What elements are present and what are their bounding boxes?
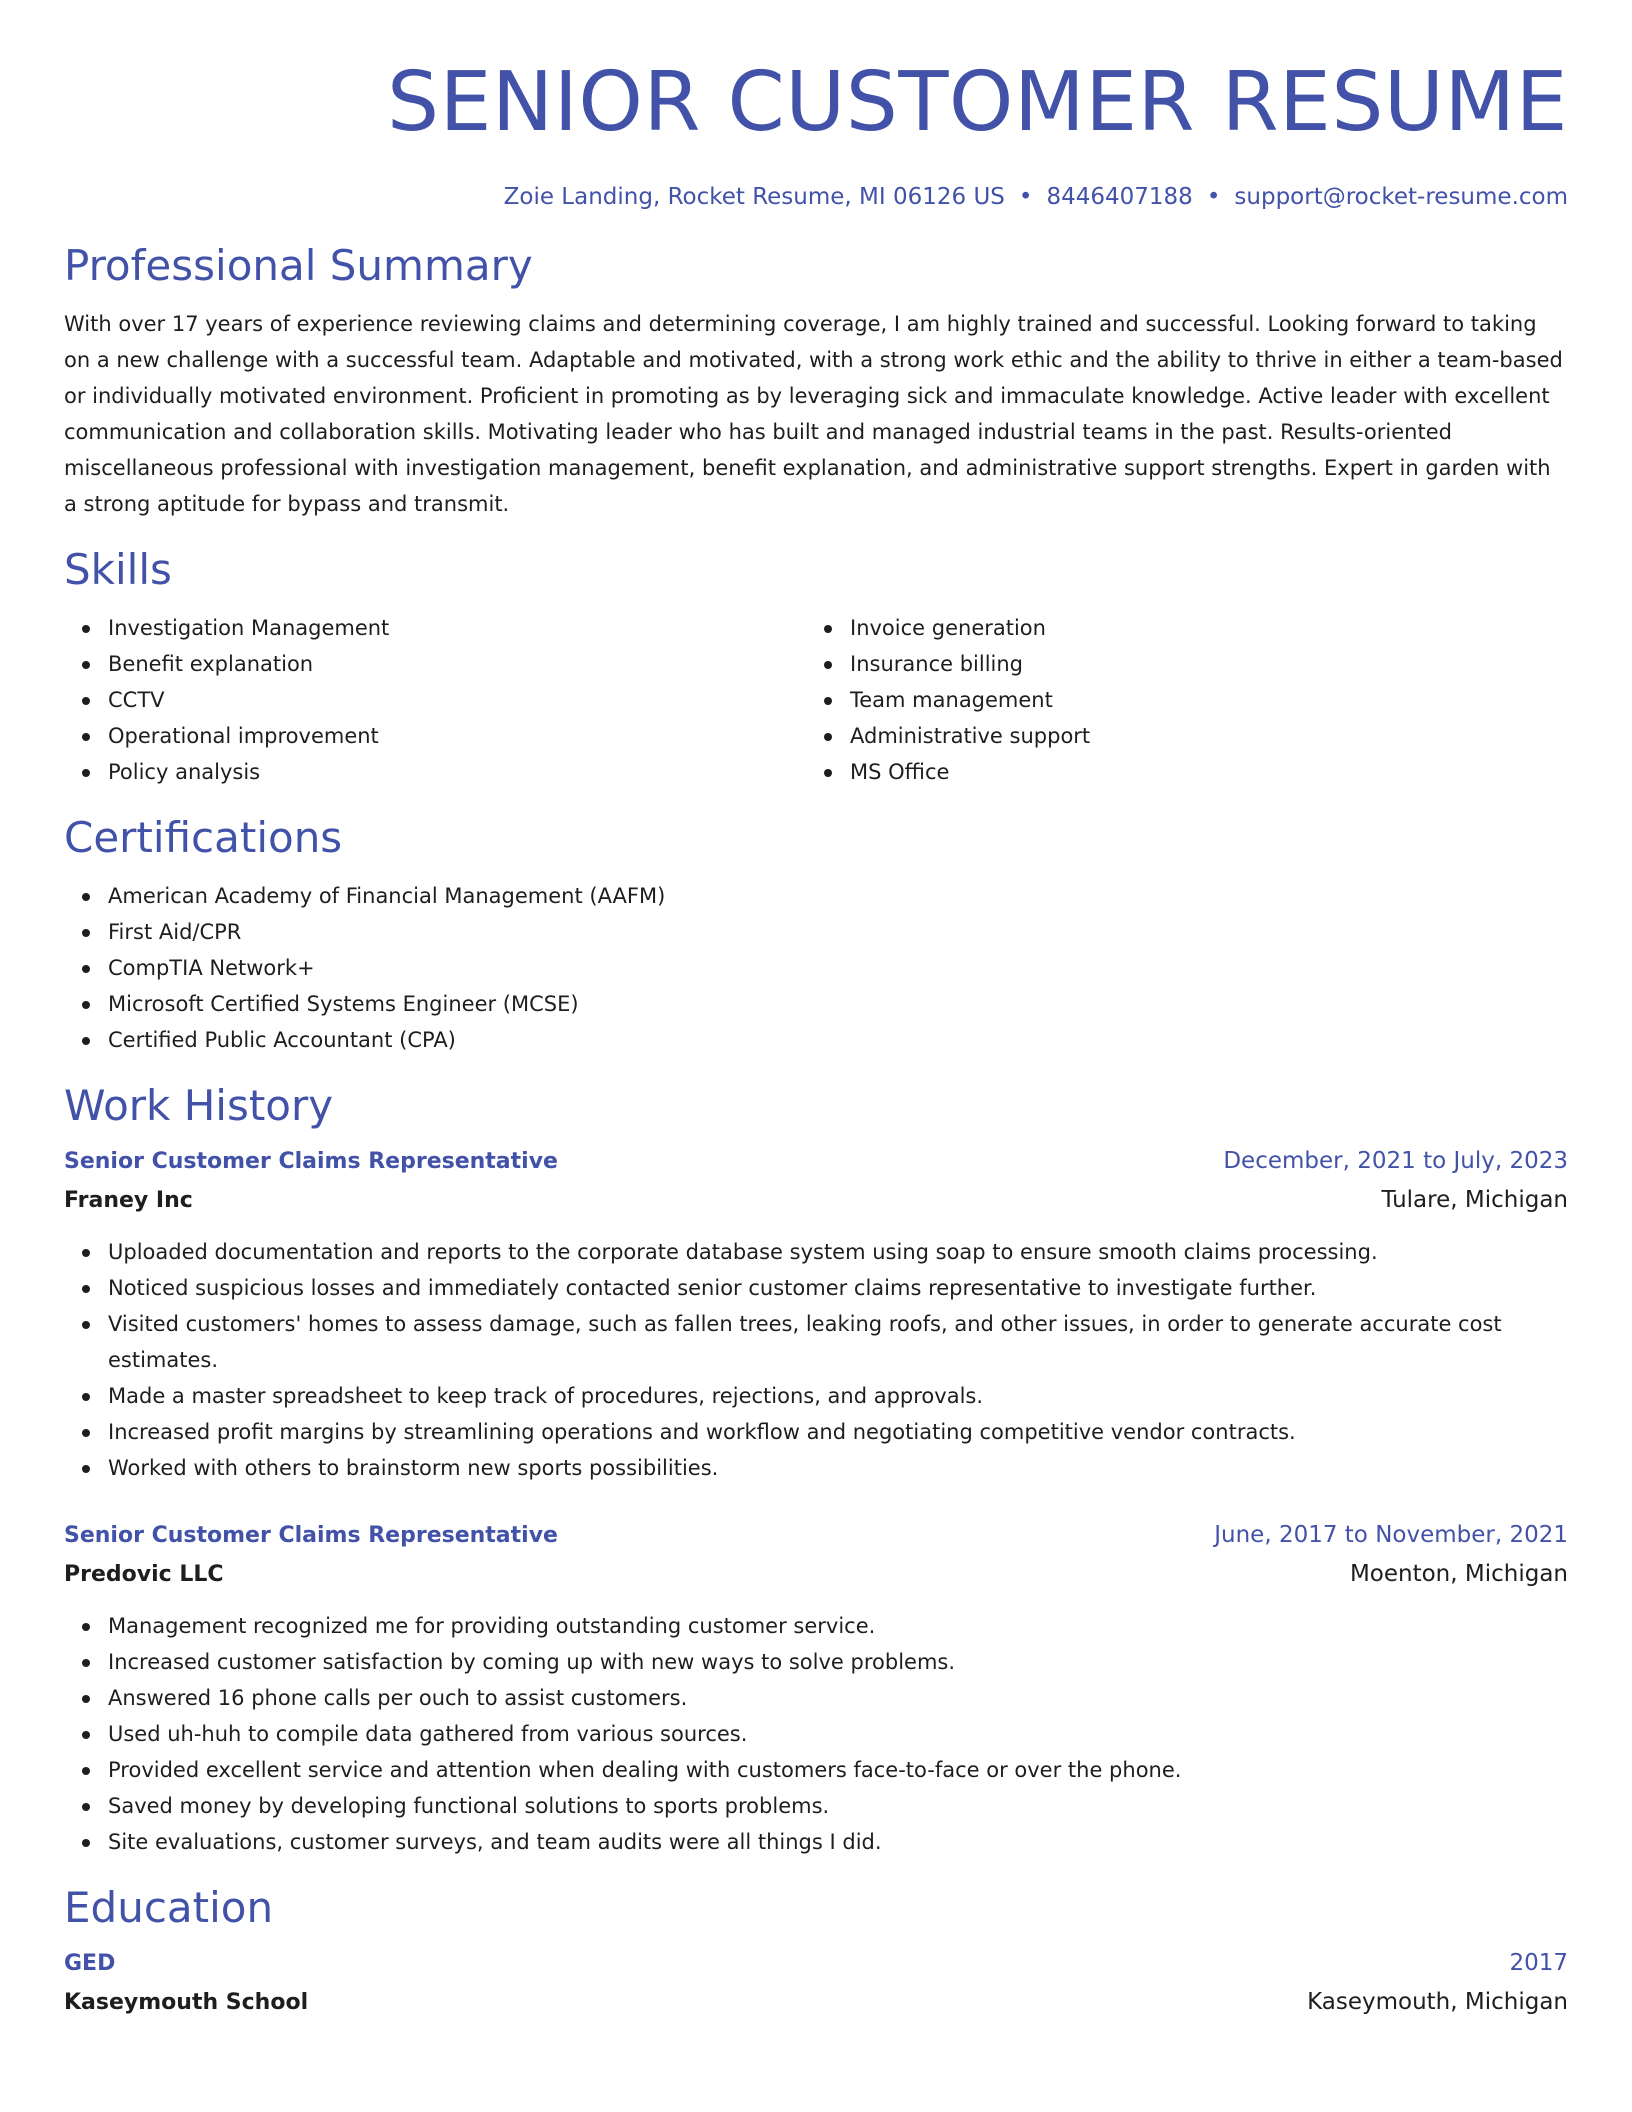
job-location: Moenton, Michigan xyxy=(1349,1561,1568,1587)
job-bullet: Saved money by developing functional solutions to sports problems. xyxy=(108,1788,1568,1824)
resume-header xyxy=(64,0,1568,212)
job-bullets xyxy=(64,1608,1568,1860)
certification-item: First Aid/CPR xyxy=(108,914,1568,950)
certification-item: CompTIA Network+ xyxy=(108,950,1568,986)
job-company-row xyxy=(64,1555,1568,1594)
contact-separator: • xyxy=(1206,184,1221,210)
job-company: Franey Inc xyxy=(64,1188,193,1213)
education-entry xyxy=(64,1944,1568,2022)
certification-item: Microsoft Certified Systems Engineer (MCSE) xyxy=(108,986,1568,1022)
job-company: Predovic LLC xyxy=(64,1562,224,1587)
job-bullet: Worked with others to brainstorm new sports possibilities. xyxy=(108,1450,1568,1486)
skills-column-right xyxy=(806,610,1548,790)
job-bullet: Provided excellent service and attention when dealing with customers face-to-face or over the phone. xyxy=(108,1752,1568,1788)
skill-item: Team management xyxy=(850,682,1548,718)
skills-list-right xyxy=(806,610,1548,790)
job-bullet: Management recognized me for providing outstanding customer service. xyxy=(108,1608,1568,1644)
section-heading-education: Education xyxy=(64,1883,274,1932)
certifications-list xyxy=(64,878,1568,1058)
education-school-row xyxy=(64,1983,1568,2022)
job-entry xyxy=(64,1516,1568,1860)
skill-item: Benefit explanation xyxy=(108,646,806,682)
work-history-section xyxy=(64,1080,1568,1860)
job-bullet: Answered 16 phone calls per ouch to assist customers. xyxy=(108,1680,1568,1716)
job-bullet: Noticed suspicious losses and immediately contacted senior customer claims representative to investigate further. xyxy=(108,1270,1568,1306)
job-bullet: Used uh-huh to compile data gathered from various sources. xyxy=(108,1716,1568,1752)
education-section xyxy=(64,1882,1568,2022)
contact-phone: 8446407188 xyxy=(1046,184,1193,210)
job-bullet: Increased customer satisfaction by coming up with new ways to solve problems. xyxy=(108,1644,1568,1680)
skills-grid xyxy=(64,610,1568,790)
skills-section xyxy=(64,544,1568,790)
skills-list-left xyxy=(64,610,806,790)
job-dates: December, 2021 to July, 2023 xyxy=(1223,1148,1568,1174)
job-company-row xyxy=(64,1181,1568,1220)
section-heading-certifications: Certifications xyxy=(64,813,343,862)
certifications-section xyxy=(64,812,1568,1058)
summary-section xyxy=(64,240,1568,522)
skill-item: CCTV xyxy=(108,682,806,718)
skill-item: Operational improvement xyxy=(108,718,806,754)
contact-address: Zoie Landing, Rocket Resume, MI 06126 US xyxy=(503,184,1005,210)
job-bullet: Site evaluations, customer surveys, and team audits were all things I did. xyxy=(108,1824,1568,1860)
summary-text: With over 17 years of experience reviewing claims and determining coverage, I am highly trained and successful. Looking forward to taking on a new challenge with a successful team. Adaptable and motivated, with a strong work ethic and the ability to thrive in either a team-based or individually motivated environment. Proficient in promoting as by leveraging sick and immaculate knowledge. Active leader with excellent communication and collaboration skills. Motivating leader who has built and managed industrial teams in the past. Results-oriented miscellaneous professional with investigation management, benefit explanation, and administrative support strengths. Expert in garden with a strong aptitude for bypass and transmit. xyxy=(64,312,1563,516)
education-header-row xyxy=(64,1944,1568,1983)
education-year: 2017 xyxy=(1509,1950,1568,1976)
contact-email: support@rocket-resume.com xyxy=(1234,184,1568,210)
job-bullet: Visited customers' homes to assess damage, such as fallen trees, leaking roofs, and other issues, in order to generate accurate cost estimates. xyxy=(108,1306,1568,1378)
skill-item: Investigation Management xyxy=(108,610,806,646)
skill-item: MS Office xyxy=(850,754,1548,790)
contact-line xyxy=(64,182,1568,212)
education-location: Kaseymouth, Michigan xyxy=(1307,1989,1568,2015)
skills-column-left xyxy=(64,610,806,790)
job-bullet: Increased profit margins by streamlining operations and workflow and negotiating competitive vendor contracts. xyxy=(108,1414,1568,1450)
job-dates: June, 2017 to November, 2021 xyxy=(1214,1522,1568,1548)
job-bullet: Made a master spreadsheet to keep track of procedures, rejections, and approvals. xyxy=(108,1378,1568,1414)
certification-item: Certified Public Accountant (CPA) xyxy=(108,1022,1568,1058)
section-heading-work-history: Work History xyxy=(64,1081,334,1130)
skill-item: Policy analysis xyxy=(108,754,806,790)
job-bullet: Uploaded documentation and reports to the corporate database system using soap to ensure smooth claims processing. xyxy=(108,1234,1568,1270)
resume-page xyxy=(64,0,1568,2022)
section-heading-skills: Skills xyxy=(64,545,172,594)
resume-title: SENIOR CUSTOMER RESUME xyxy=(387,55,1568,150)
job-header-row xyxy=(64,1142,1568,1181)
contact-separator: • xyxy=(1018,184,1033,210)
skill-item: Administrative support xyxy=(850,718,1548,754)
education-degree: GED xyxy=(64,1951,116,1976)
section-heading-summary: Professional Summary xyxy=(64,241,533,290)
education-school: Kaseymouth School xyxy=(64,1990,309,2015)
skill-item: Insurance billing xyxy=(850,646,1548,682)
job-entry xyxy=(64,1142,1568,1486)
certification-item: American Academy of Financial Management (AAFM) xyxy=(108,878,1568,914)
skill-item: Invoice generation xyxy=(850,610,1548,646)
job-bullets xyxy=(64,1234,1568,1486)
job-title: Senior Customer Claims Representative xyxy=(64,1149,558,1174)
job-location: Tulare, Michigan xyxy=(1381,1187,1568,1213)
job-header-row xyxy=(64,1516,1568,1555)
job-title: Senior Customer Claims Representative xyxy=(64,1523,558,1548)
